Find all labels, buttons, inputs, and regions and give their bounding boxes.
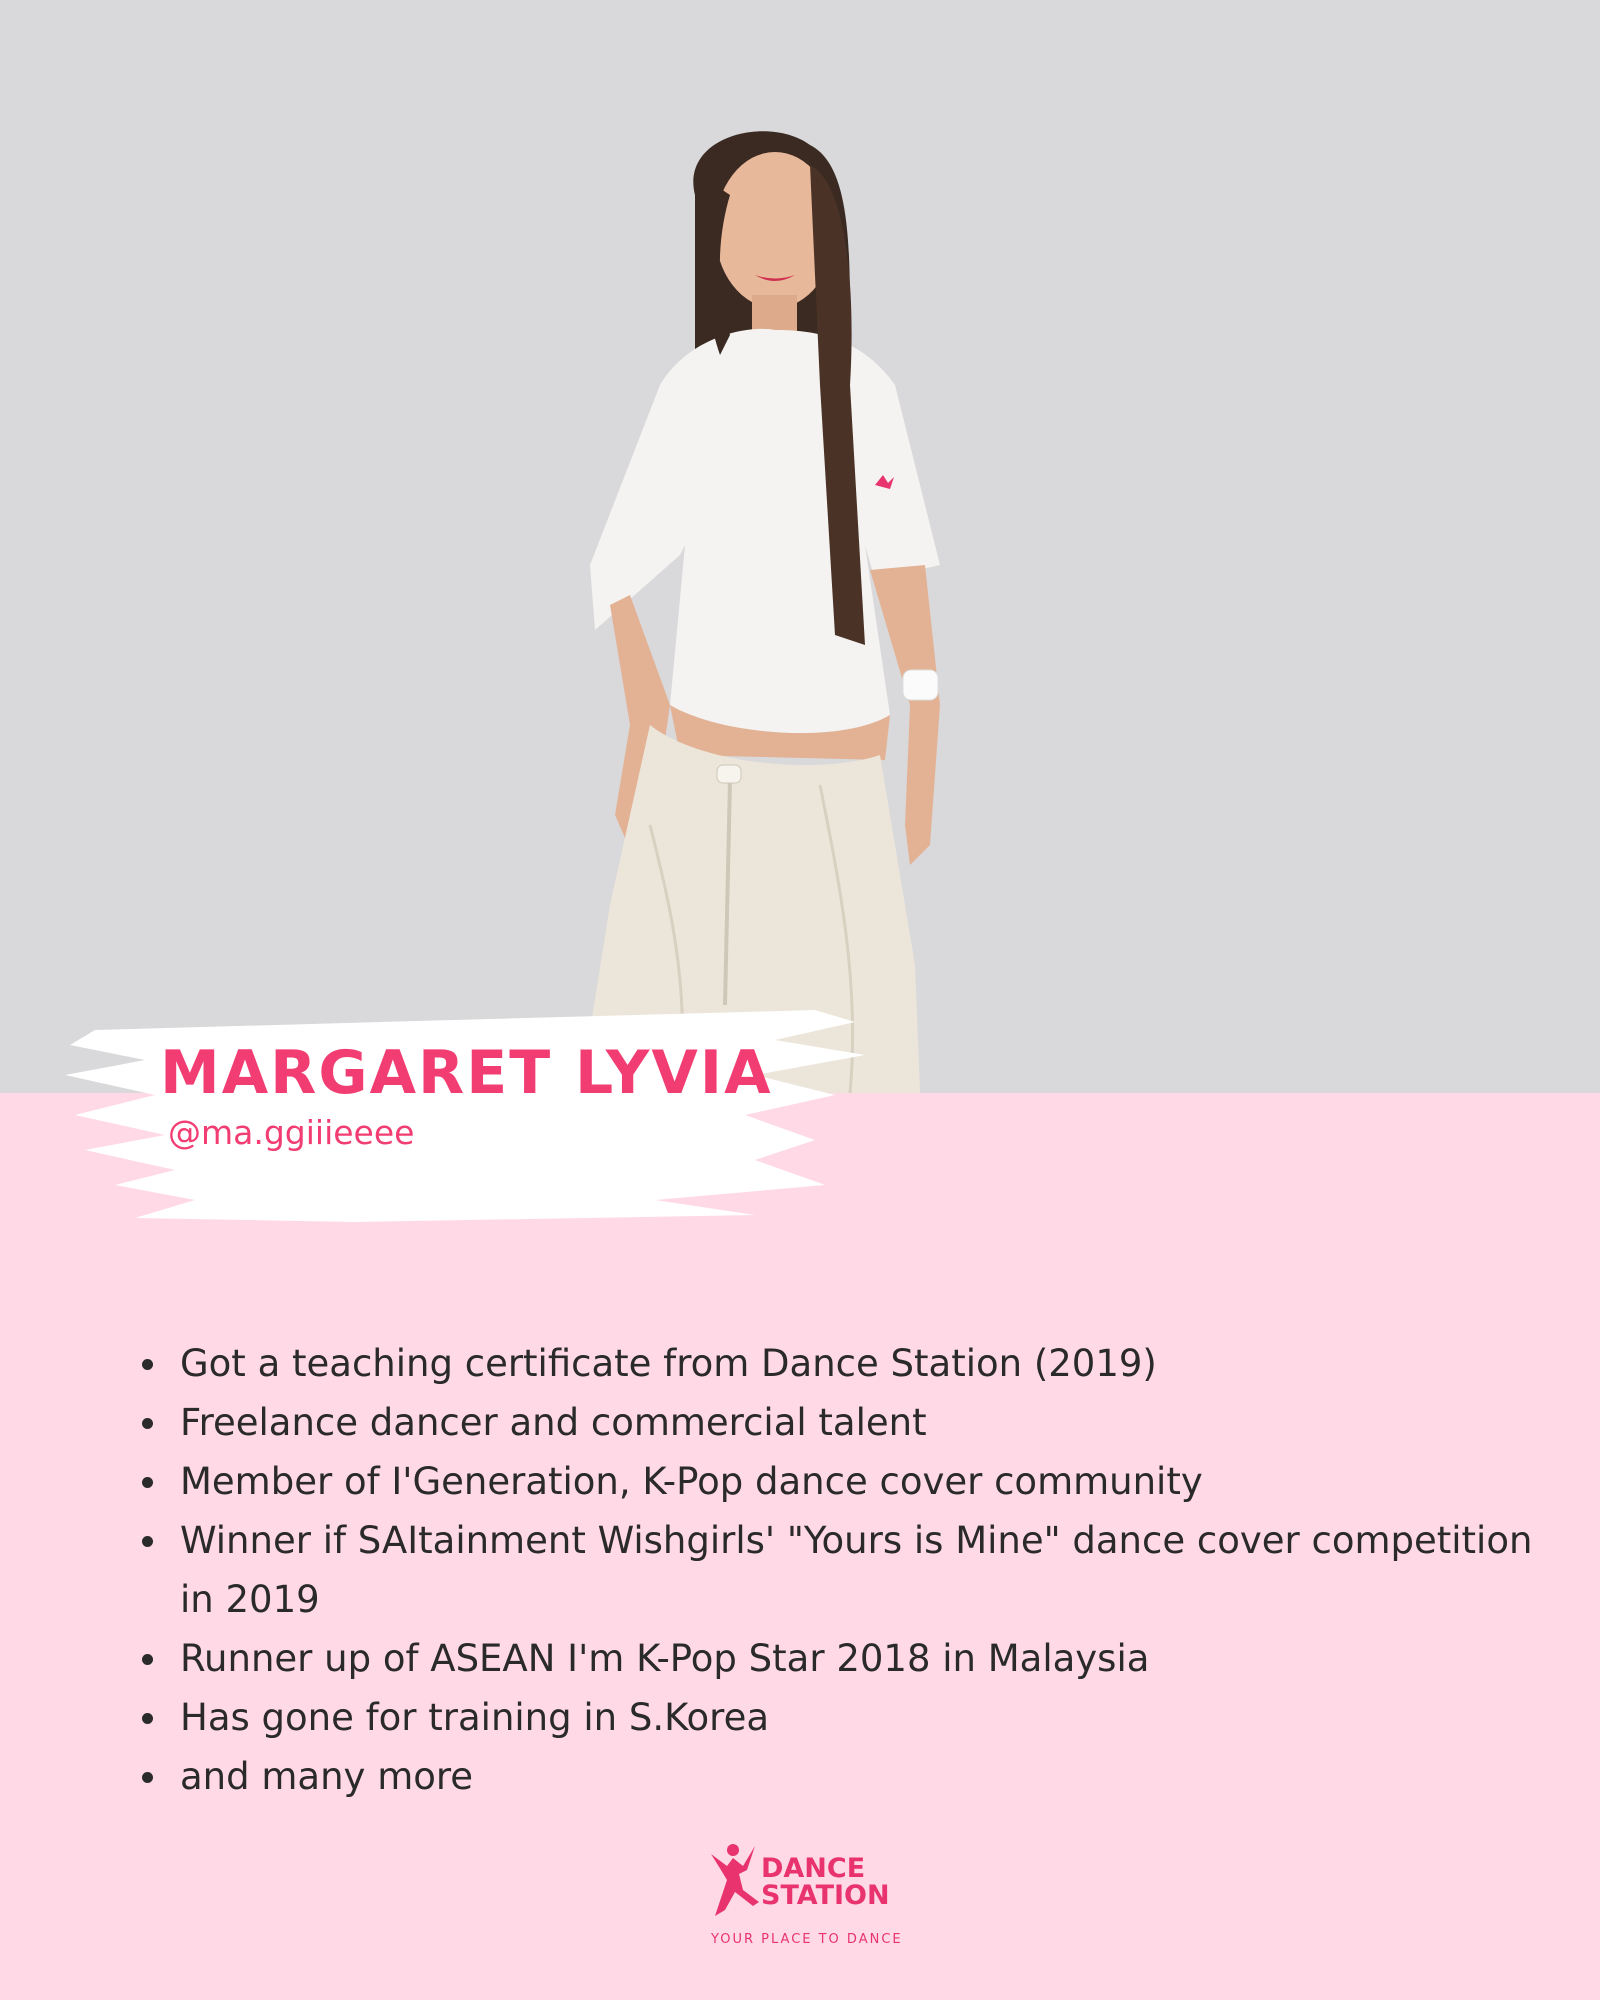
bio-item: Winner if SAItainment Wishgirls' "Yours is Mine" dance cover competition in 2019: [138, 1511, 1538, 1629]
bio-list: [138, 1334, 1538, 1806]
profile-name: MARGARET LYVIA: [160, 1038, 773, 1108]
logo-text-line1: DANCE: [761, 1853, 866, 1884]
bio-item: Member of I'Generation, K-Pop dance cover community: [138, 1452, 1538, 1511]
logo-text-line2: STATION: [761, 1880, 890, 1911]
bio-item: and many more: [138, 1747, 1538, 1806]
bio-item: Got a teaching certificate from Dance Station (2019): [138, 1334, 1538, 1393]
logo-tagline: YOUR PLACE TO DANCE: [711, 1932, 903, 1947]
instagram-handle: @ma.ggiiieeee: [168, 1113, 415, 1152]
dance-station-logo: [695, 1840, 935, 1950]
portrait-photo: [520, 125, 1060, 1093]
bio-item: Runner up of ASEAN I'm K-Pop Star 2018 in Malaysia: [138, 1629, 1538, 1688]
dancer-icon: [703, 1840, 763, 1918]
bio-item: Freelance dancer and commercial talent: [138, 1393, 1538, 1452]
bio-item: Has gone for training in S.Korea: [138, 1688, 1538, 1747]
